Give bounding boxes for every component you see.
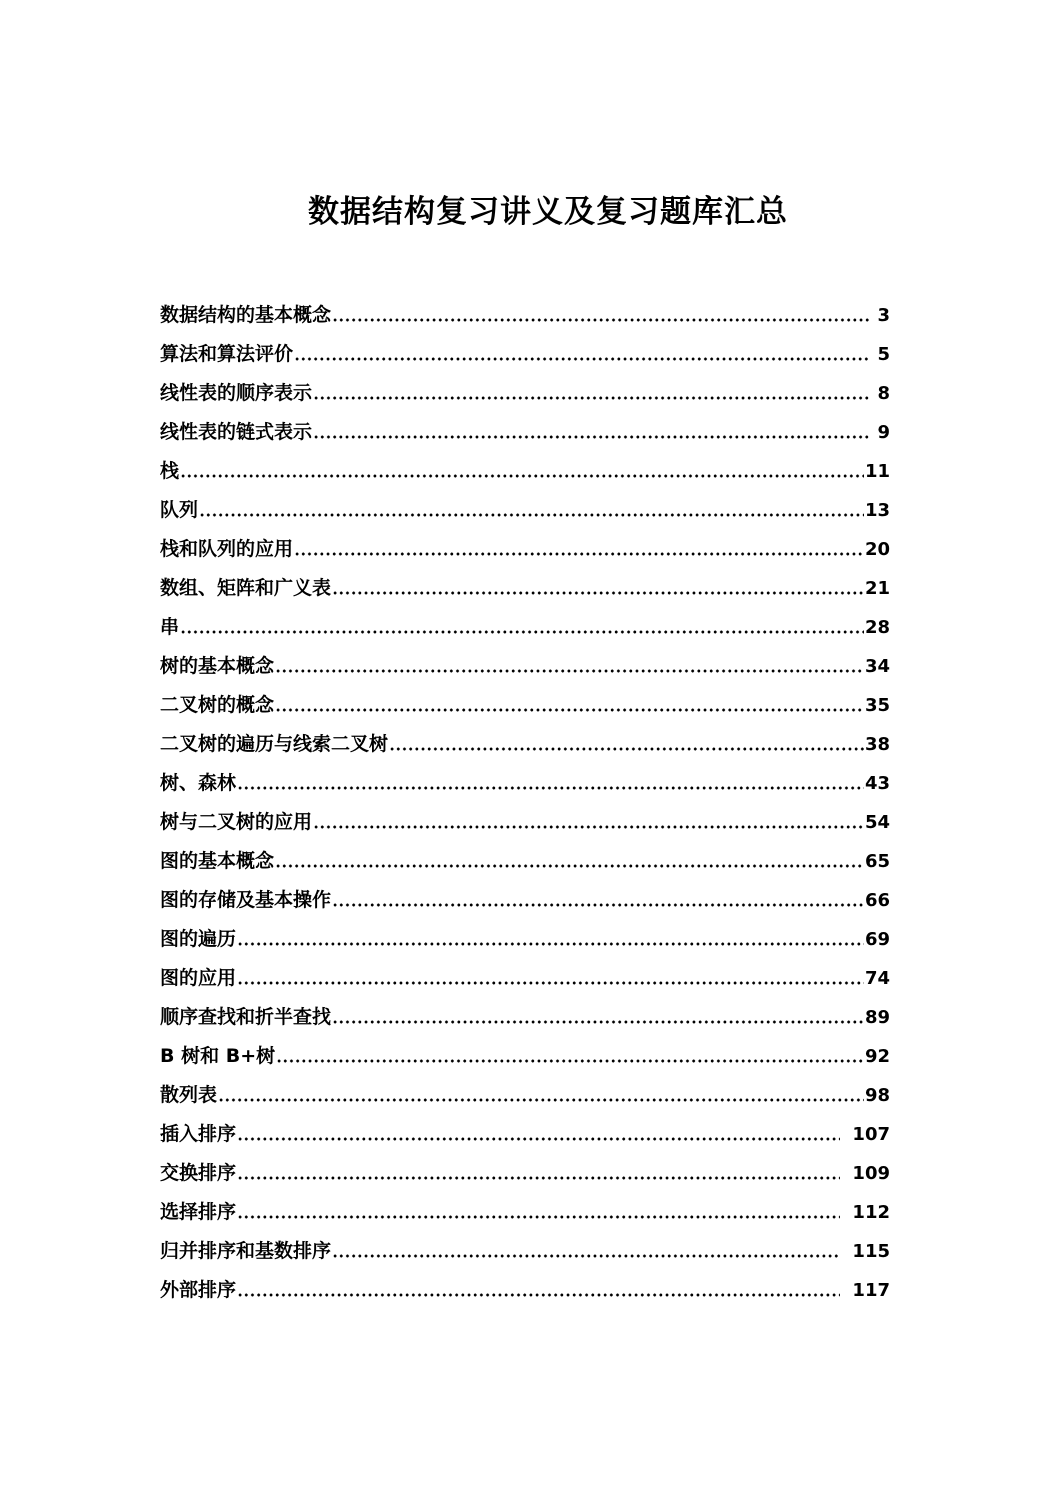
toc-dot-leader [237,1115,840,1154]
toc-page-number: 20 [864,539,890,560]
toc-entry-label: 插入排序 [160,1123,237,1145]
toc-dot-leader [237,1193,840,1232]
toc-entry-label: 线性表的链式表示 [160,421,313,443]
toc-page-number: 43 [864,773,890,794]
toc-dot-leader [294,530,864,569]
toc-entry [160,1115,890,1154]
toc-dot-leader [180,608,864,647]
toc-dot-leader [332,569,864,608]
toc-dot-leader [276,1037,864,1076]
toc-entry-label: 外部排序 [160,1279,237,1301]
toc-entry [160,1193,890,1232]
toc-page-number: 21 [864,578,890,599]
toc-entry [160,1154,890,1193]
toc-entry-label: 数据结构的基本概念 [160,304,332,326]
toc-entry [160,569,890,608]
toc-entry-label: 图的应用 [160,967,237,989]
toc-entry-label: 散列表 [160,1084,218,1106]
toc-entry [160,998,890,1037]
toc-entry [160,1232,890,1271]
toc-page-number: 3 [877,305,890,326]
toc-entry [160,764,890,803]
toc-entry-label: 图的基本概念 [160,850,275,872]
toc-entry [160,647,890,686]
toc-dot-leader [275,647,864,686]
toc-entry-label: 归并排序和基数排序 [160,1240,332,1262]
toc-dot-leader [389,725,864,764]
toc-entry [160,803,890,842]
toc-entry [160,842,890,881]
toc-entry [160,608,890,647]
toc-dot-leader [275,842,864,881]
toc-dot-leader [294,335,869,374]
toc-page-number: 38 [864,734,890,755]
toc-dot-leader [237,920,864,959]
table-of-contents [160,296,890,1310]
toc-entry [160,686,890,725]
toc-entry [160,335,890,374]
toc-entry-label: 队列 [160,499,199,521]
toc-page-number: 109 [852,1163,890,1184]
toc-page-number: 13 [864,500,890,521]
toc-entry-label: 二叉树的遍历与线索二叉树 [160,733,389,755]
toc-dot-leader [237,959,864,998]
toc-dot-leader [199,491,864,530]
toc-dot-leader [313,413,869,452]
toc-dot-leader [332,998,864,1037]
toc-dot-leader [237,1154,840,1193]
toc-page-number: 107 [852,1124,890,1145]
toc-page-number: 5 [877,344,890,365]
toc-entry-label: 树的基本概念 [160,655,275,677]
toc-page-number: 9 [877,422,890,443]
toc-page-number: 69 [864,929,890,950]
toc-dot-leader [237,1271,840,1310]
toc-page-number: 92 [864,1046,890,1067]
toc-page-number: 11 [864,461,890,482]
toc-entry-label: 顺序查找和折半查找 [160,1006,332,1028]
toc-entry [160,1271,890,1310]
toc-entry-label: 栈 [160,460,180,482]
toc-page-number: 66 [864,890,890,911]
toc-page-number: 112 [852,1202,890,1223]
toc-entry [160,725,890,764]
toc-dot-leader [218,1076,864,1115]
toc-dot-leader [332,296,869,335]
toc-entry [160,530,890,569]
toc-entry [160,296,890,335]
toc-entry [160,1076,890,1115]
toc-entry-label: 图的遍历 [160,928,237,950]
document-title: 数据结构复习讲义及复习题库汇总 [308,194,788,230]
toc-entry-label: 串 [160,616,180,638]
toc-entry-label: 选择排序 [160,1201,237,1223]
toc-page-number: 89 [864,1007,890,1028]
toc-entry-label: 交换排序 [160,1162,237,1184]
toc-page-number: 65 [864,851,890,872]
toc-page-number: 98 [864,1085,890,1106]
toc-entry [160,920,890,959]
toc-page-number: 54 [864,812,890,833]
toc-entry [160,491,890,530]
toc-entry [160,881,890,920]
toc-entry-label: 图的存储及基本操作 [160,889,332,911]
toc-entry [160,413,890,452]
toc-page-number: 35 [864,695,890,716]
toc-entry-label: 数组、矩阵和广义表 [160,577,332,599]
toc-dot-leader [180,452,864,491]
toc-dot-leader [332,881,864,920]
toc-entry-label: 树与二叉树的应用 [160,811,313,833]
toc-dot-leader [275,686,864,725]
toc-entry-label: 算法和算法评价 [160,343,294,365]
toc-entry [160,959,890,998]
toc-entry-label: B 树和 B+树 [160,1045,276,1067]
toc-page-number: 115 [852,1241,890,1262]
toc-page-number: 117 [852,1280,890,1301]
toc-entry [160,374,890,413]
toc-entry-label: 二叉树的概念 [160,694,275,716]
toc-entry-label: 树、森林 [160,772,237,794]
toc-dot-leader [332,1232,840,1271]
toc-entry [160,452,890,491]
toc-page-number: 34 [864,656,890,677]
toc-entry-label: 线性表的顺序表示 [160,382,313,404]
toc-entry [160,1037,890,1076]
toc-page-number: 74 [864,968,890,989]
toc-page-number: 8 [877,383,890,404]
toc-dot-leader [237,764,864,803]
toc-entry-label: 栈和队列的应用 [160,538,294,560]
toc-page-number: 28 [864,617,890,638]
toc-dot-leader [313,374,869,413]
toc-dot-leader [313,803,864,842]
